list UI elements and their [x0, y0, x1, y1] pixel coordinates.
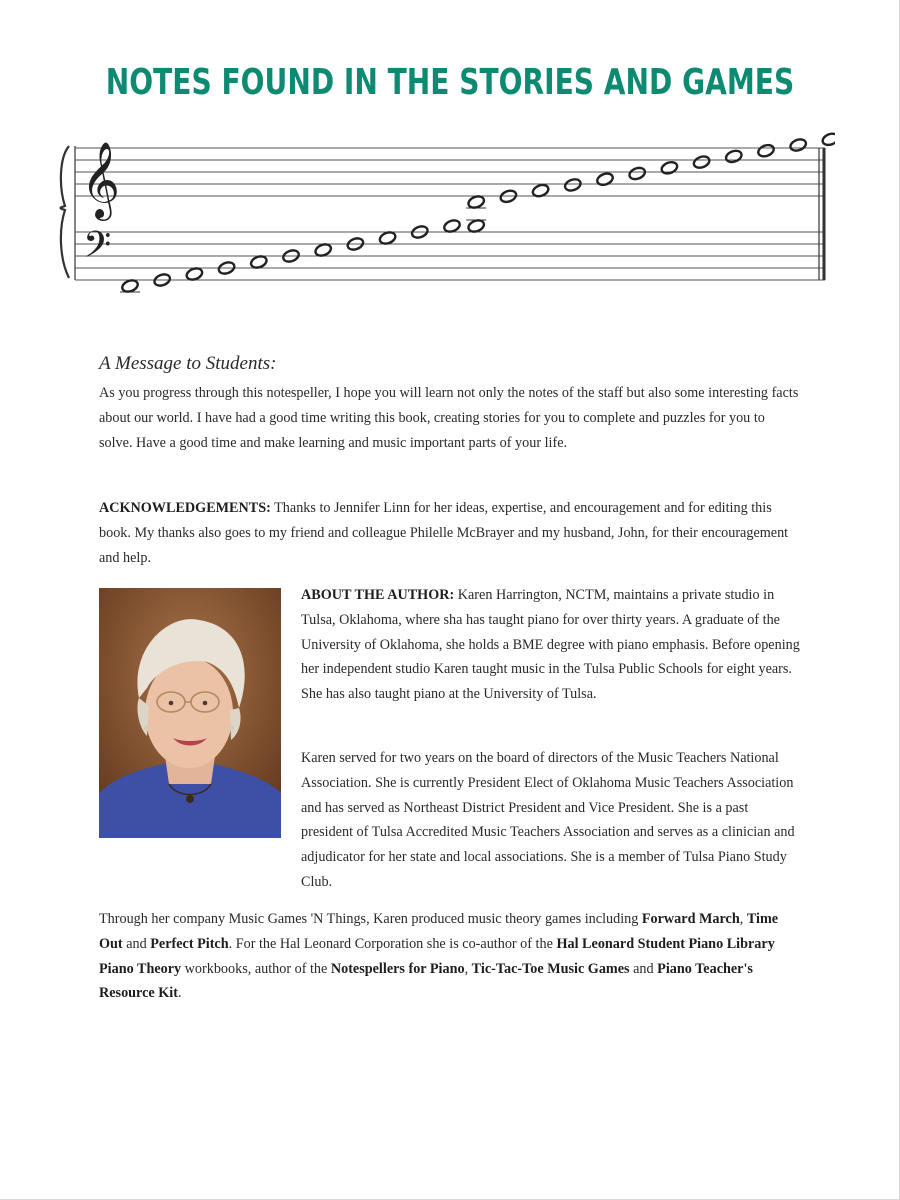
treble-note: [660, 160, 679, 175]
treble-note: [725, 149, 744, 164]
about-author-section: [301, 583, 801, 719]
company-text-6: ,: [464, 960, 472, 977]
notes-group: [120, 132, 835, 293]
bass-note: [443, 218, 462, 233]
bass-note: [314, 242, 333, 257]
bass-clef-icon: 𝄢: [83, 224, 112, 275]
about-author-text: Karen Harrington, NCTM, maintains a private studio in Tulsa, Oklahoma, where sha has taught piano for over thirty years. A graduate of the University of Oklahoma, she holds a BME degree with piano emphasis. Before opening her independent studio Karen taught music in the Tulsa Public Schools for eight years. She has also taught piano at the University of Tulsa.: [301, 587, 800, 703]
about-author-paragraph: [301, 583, 801, 707]
book-title-notespellers: Notespellers for Piano: [330, 960, 465, 977]
company-text-5: workbooks, author of the: [181, 960, 331, 977]
middle-c-treble-note: [466, 194, 486, 209]
treble-note: [789, 137, 808, 152]
treble-clef-icon: 𝄞: [81, 141, 121, 218]
treble-note: [757, 143, 776, 158]
message-heading: A Message to Students:: [99, 353, 277, 374]
board-text: Karen served for two years on the board of directors of the Music Teachers National Association. She is currently President Elect of Oklahoma Music Teachers Association and has served as Northeast District President and Vice President. She is a past president of Tulsa Accredited Music Teachers Association and serves as a clinician and adjudicator for her state and local associations. She is a member of Tulsa Piano Study Club.: [301, 750, 795, 890]
company-text-4: . For the Hal Leonard Corporation she is co-author of the: [228, 935, 557, 952]
game-title-perfect-pitch: Perfect Pitch: [150, 935, 229, 952]
bass-note: [378, 230, 397, 245]
company-text-8: .: [177, 985, 182, 1002]
photo-wrap-spacer: [99, 746, 301, 870]
game-title-forward-march: Forward March: [641, 911, 740, 927]
treble-staff-lines: [75, 148, 825, 196]
company-text-7: and: [629, 960, 658, 977]
bass-note: [185, 266, 204, 281]
middle-c-bass-note: [466, 218, 486, 233]
bass-note: [250, 254, 269, 269]
acknowledgements-label: ACKNOWLEDGEMENTS:: [99, 500, 271, 516]
book-title-piano-theory: Hal Leonard Student Piano Library Piano Theory: [99, 935, 775, 977]
company-paragraph: [99, 907, 799, 1006]
treble-note: [564, 177, 583, 192]
message-body: As you progress through this notespeller, I hope you will learn not only the notes of the staff but also some interesting facts about our world. I have had a good time writing this book, creating stories for you to complete and puzzles for you to solve. Have a good time and make learning and music important parts of your life.: [99, 385, 799, 451]
treble-note: [628, 166, 647, 181]
book-title-tic-tac-toe: Tic-Tac-Toe Music Games: [471, 960, 630, 977]
bass-note: [120, 278, 140, 293]
acknowledgements-paragraph: [99, 496, 799, 570]
company-text-1: Through her company Music Games 'N Things, Karen produced music theory games including: [99, 911, 642, 927]
about-author-label: ABOUT THE AUTHOR:: [301, 587, 455, 603]
grand-staff-illustration: [55, 118, 835, 293]
treble-note: [596, 172, 615, 187]
board-paragraph: [99, 746, 799, 895]
book-title-resource-kit: Piano Teacher's Resource Kit: [99, 960, 753, 1002]
acknowledgements-text: Thanks to Jennifer Linn for her ideas, expertise, and encouragement and for editing this book. My thanks also goes to my friend and colleague Philelle McBrayer and my husband, John, for their encouragement and help.: [99, 500, 789, 566]
company-text-2: ,: [739, 911, 747, 927]
company-text-3: and: [122, 935, 151, 952]
page-title: NOTES FOUND IN THE STORIES AND GAMES: [105, 62, 795, 103]
brace: [61, 146, 70, 278]
treble-note: [692, 154, 711, 169]
game-title-time-out: Time Out: [99, 911, 779, 952]
treble-note: [821, 132, 835, 147]
final-barline: [819, 148, 824, 280]
